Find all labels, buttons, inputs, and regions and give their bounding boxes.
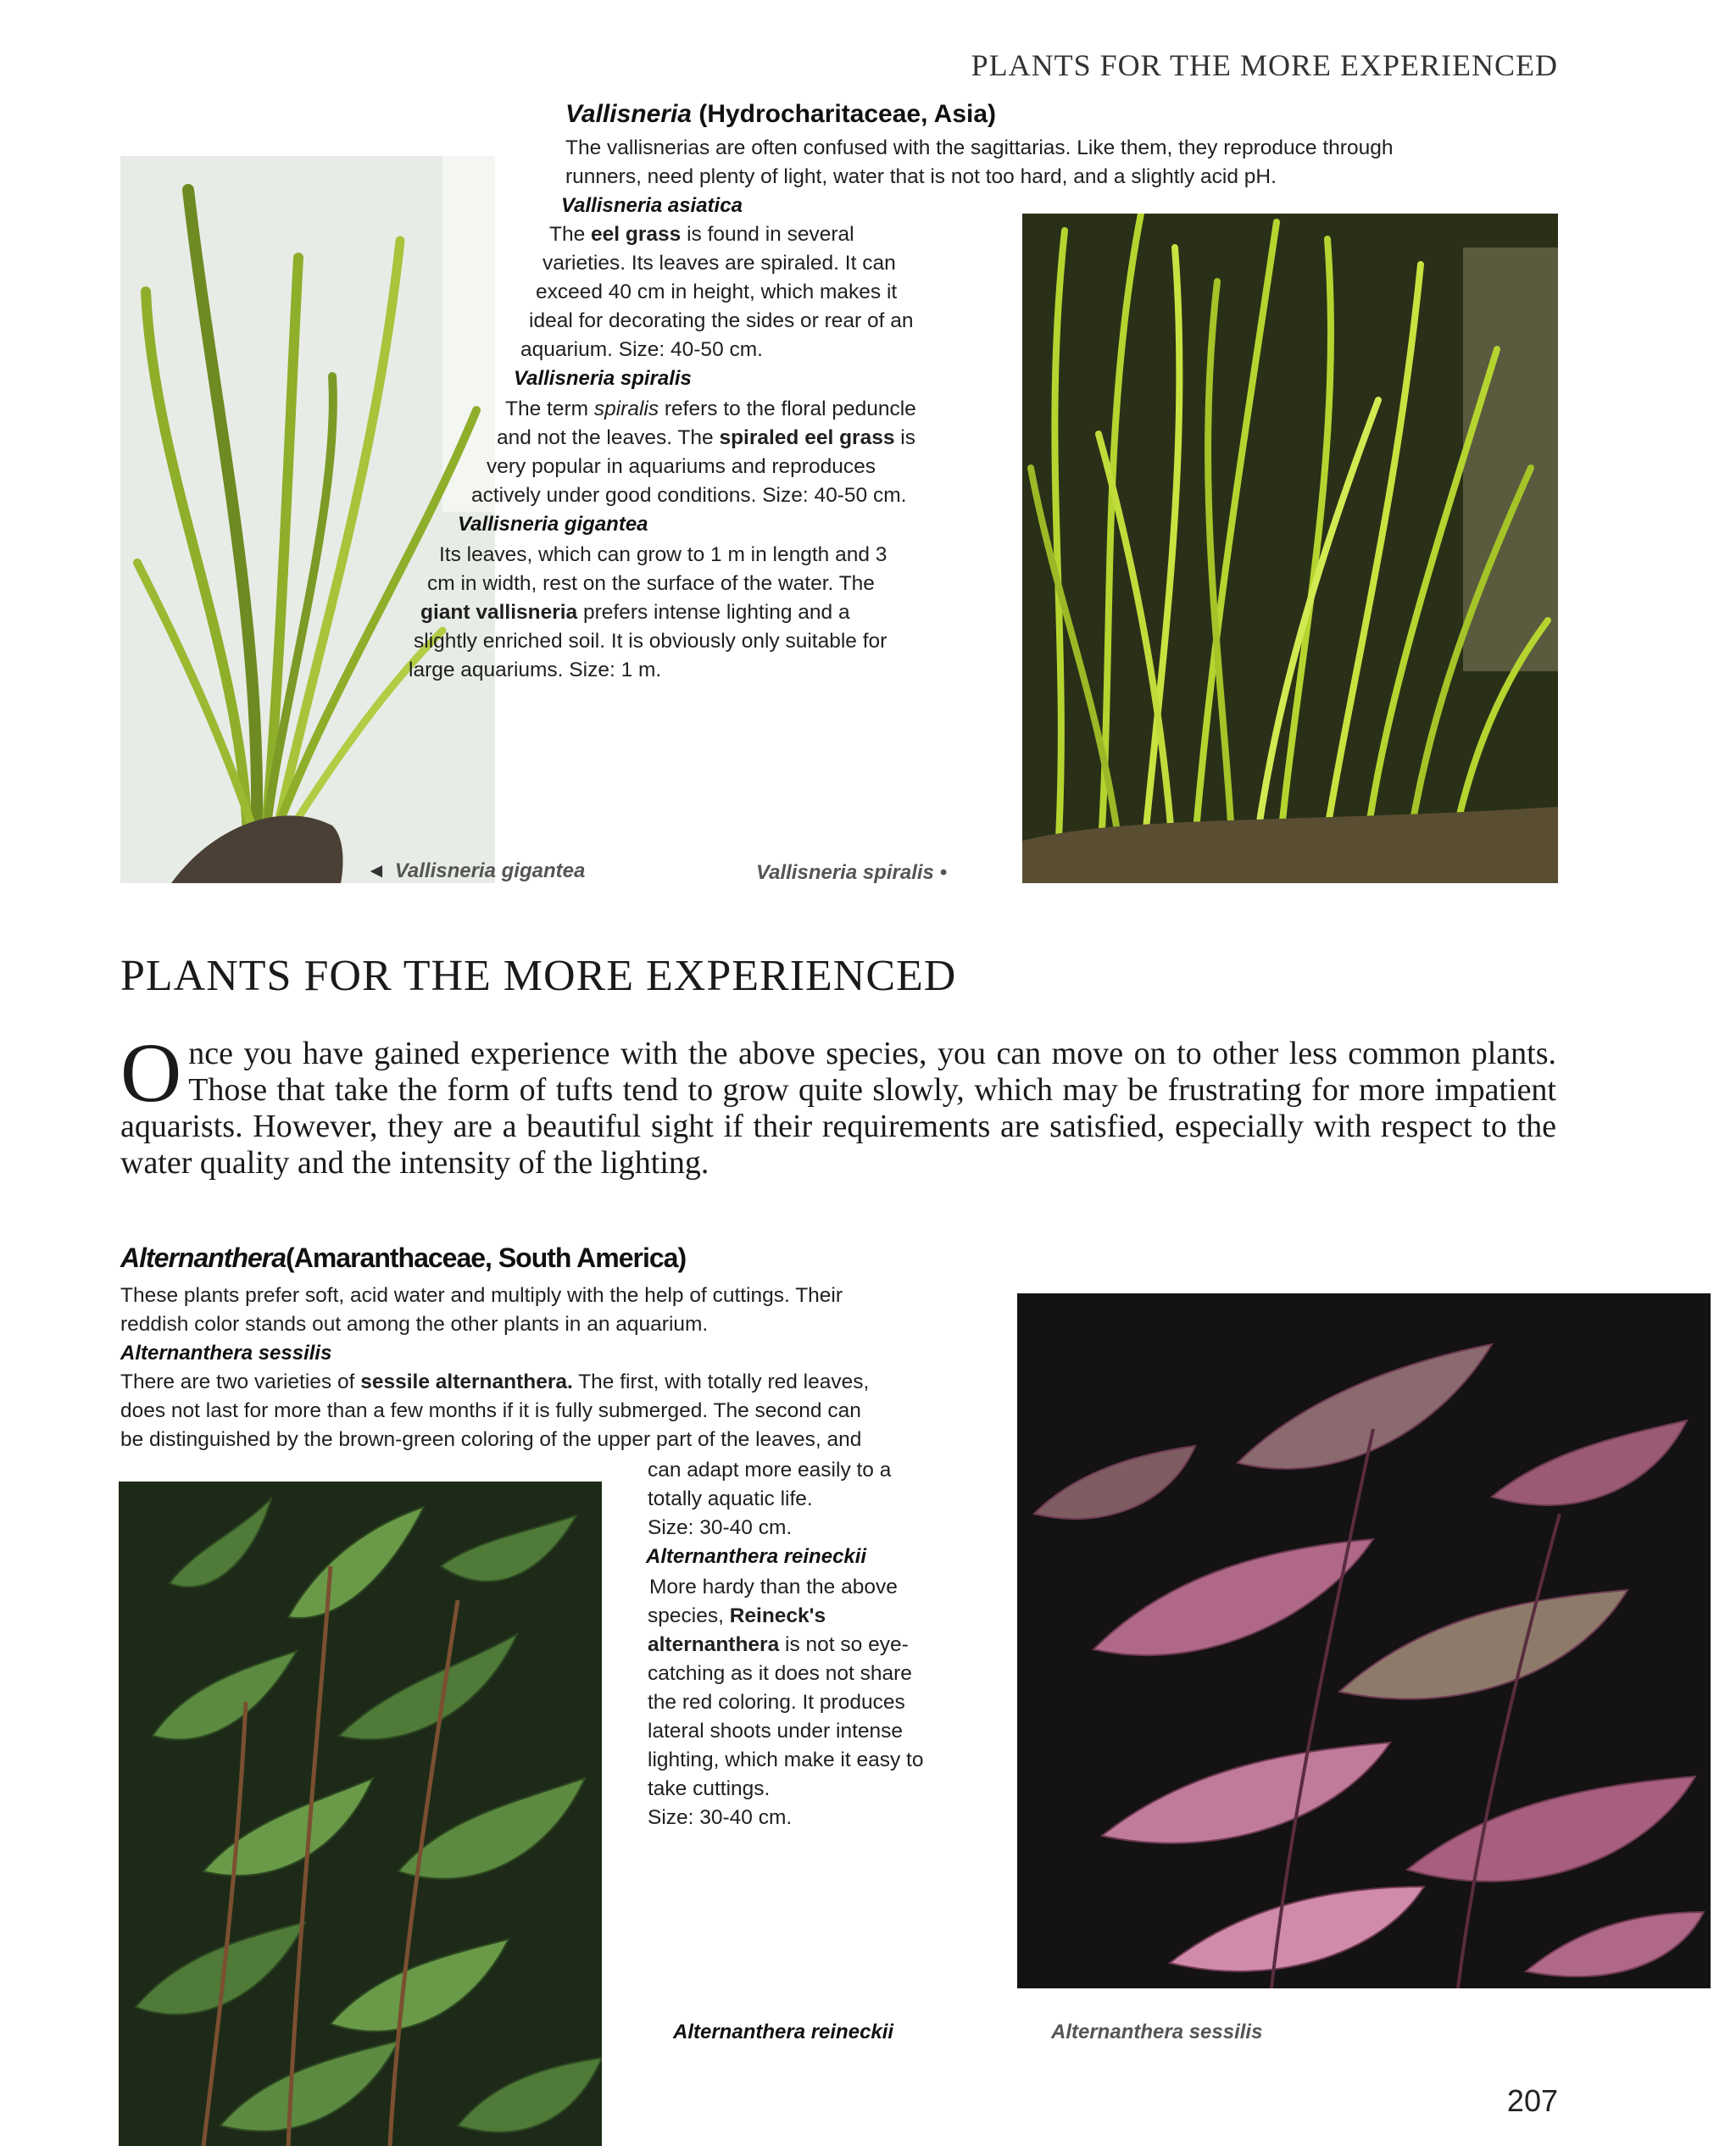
section-title: PLANTS FOR THE MORE EXPERIENCED <box>120 952 957 1000</box>
vallisneria-intro-line-1: The vallisnerias are often confused with the sagittarias. Like them, they reproduce through <box>565 136 1394 159</box>
sessilis-heading: Alternanthera sessilis <box>120 1342 332 1365</box>
alternanthera-genus: Alternanthera <box>120 1243 287 1273</box>
sessile-alternanthera-term: sessile alternanthera. <box>360 1370 573 1393</box>
sessilis-line-5: totally aquatic life. <box>648 1487 813 1510</box>
reineckii-line-8: take cuttings. <box>648 1777 771 1800</box>
vallisneria-intro-line-2: runners, need plenty of light, water that is not too hard, and a slightly acid pH. <box>565 165 1277 188</box>
drop-cap: O <box>120 1026 182 1120</box>
reineckii-line-9: Size: 30-40 cm. <box>648 1806 793 1829</box>
reineckii-line-4: catching as it does not share <box>648 1662 912 1685</box>
reineckii-line-7: lighting, which make it easy to <box>648 1748 924 1771</box>
gigantea-line-1: Its leaves, which can grow to 1 m in length and 3 <box>439 543 887 566</box>
alternanthera-family: (Amaranthaceae, South America) <box>286 1243 687 1273</box>
sessilis-line-6: Size: 30-40 cm. <box>648 1516 793 1539</box>
asiatica-line-4: ideal for decorating the sides or rear of an <box>529 309 914 332</box>
sessilis-line-2: does not last for more than a few months if it is fully submerged. The second can <box>120 1399 861 1422</box>
caption-left-arrow-icon: ◄ <box>366 859 387 882</box>
gigantea-heading: Vallisneria gigantea <box>458 513 648 536</box>
spiralis-line-4: actively under good conditions. Size: 40-50 cm. <box>471 484 907 507</box>
giant-vallisneria-term: giant vallisneria <box>420 601 578 624</box>
vallisneria-heading <box>565 100 996 129</box>
reineckii-line-6: lateral shoots under intense <box>648 1720 903 1743</box>
photo-alternanthera-sessilis <box>1017 1293 1711 1988</box>
intro-text: nce you have gained experience with the above species, you can move on to other less common plants. Those that take the form of tufts tend to grow quite slowly, which may be frustrating for more impatient aquarists. However, they are a beautiful sight if their requirements are satisfied, especially with respect to the water quality and the intensity of the lighting. <box>120 1036 1556 1181</box>
photo-vallisneria-gigantea <box>120 156 495 883</box>
caption-alternanthera-reineckii: Alternanthera reineckii <box>673 2021 894 2043</box>
asiatica-line-1: The eel grass is found in several <box>549 223 854 246</box>
alternanthera-intro-line-2: reddish color stands out among the other plants in an aquarium. <box>120 1313 709 1336</box>
alternanthera-heading <box>120 1243 686 1274</box>
asiatica-line-3: exceed 40 cm in height, which makes it <box>536 281 898 303</box>
sessilis-line-4: can adapt more easily to a <box>648 1459 892 1482</box>
alternanthera-reineckii-illustration <box>119 1482 602 2146</box>
reineckii-line-2: species, Reineck's <box>648 1604 826 1627</box>
spiraled-eel-grass-term: spiraled eel grass <box>719 426 895 449</box>
caption-vallisneria-gigantea: ◄ Vallisneria gigantea <box>366 859 586 882</box>
asiatica-line-2: varieties. Its leaves are spiraled. It can <box>542 252 896 275</box>
gigantea-line-4: slightly enriched soil. It is obviously only suitable for <box>414 630 887 653</box>
vallisneria-spiralis-illustration <box>1022 214 1558 883</box>
intro-paragraph <box>120 1026 1556 1181</box>
gigantea-line-5: large aquariums. Size: 1 m. <box>409 659 662 681</box>
caption-vallisneria-spiralis: Vallisneria spiralis • <box>756 861 947 884</box>
spiralis-line-1: The term spiralis refers to the floral peduncle <box>505 398 916 420</box>
caption-alternanthera-sessilis: Alternanthera sessilis <box>1051 2021 1263 2043</box>
gigantea-line-3: giant vallisneria prefers intense lighting and a <box>420 601 850 624</box>
vallisneria-family: (Hydrocharitaceae, Asia) <box>698 100 997 128</box>
reineckii-line-3: alternanthera is not so eye- <box>648 1633 909 1656</box>
page-number: 207 <box>1506 2083 1558 2118</box>
reinecks-term: Reineck's <box>729 1604 826 1627</box>
asiatica-heading: Vallisneria asiatica <box>561 194 743 217</box>
photo-vallisneria-spiralis <box>1022 214 1558 883</box>
alternanthera-term: alternanthera <box>648 1633 780 1656</box>
spiralis-line-3: very popular in aquariums and reproduces <box>487 455 876 478</box>
spiralis-line-2: and not the leaves. The spiraled eel grass is <box>497 426 915 449</box>
alternanthera-intro-line-1: These plants prefer soft, acid water and multiply with the help of cuttings. Their <box>120 1284 843 1307</box>
gigantea-line-2: cm in width, rest on the surface of the water. The <box>427 572 875 595</box>
photo-alternanthera-reineckii <box>119 1482 602 2146</box>
sessilis-line-1: There are two varieties of sessile alternanthera. The first, with totally red leaves, <box>120 1370 870 1393</box>
asiatica-line-5: aquarium. Size: 40-50 cm. <box>520 338 763 361</box>
running-head: PLANTS FOR THE MORE EXPERIENCED <box>971 48 1558 82</box>
alternanthera-sessilis-illustration <box>1017 1293 1711 1988</box>
spiralis-heading: Vallisneria spiralis <box>514 367 692 390</box>
vallisneria-gigantea-illustration <box>120 156 495 883</box>
sessilis-line-3: be distinguished by the brown-green coloring of the upper part of the leaves, and <box>120 1428 862 1451</box>
reineckii-line-5: the red coloring. It produces <box>648 1691 905 1714</box>
reineckii-line-1: More hardy than the above <box>649 1576 898 1598</box>
vallisneria-genus: Vallisneria <box>565 100 692 128</box>
reineckii-heading: Alternanthera reineckii <box>646 1545 867 1568</box>
eel-grass-term: eel grass <box>591 223 682 246</box>
